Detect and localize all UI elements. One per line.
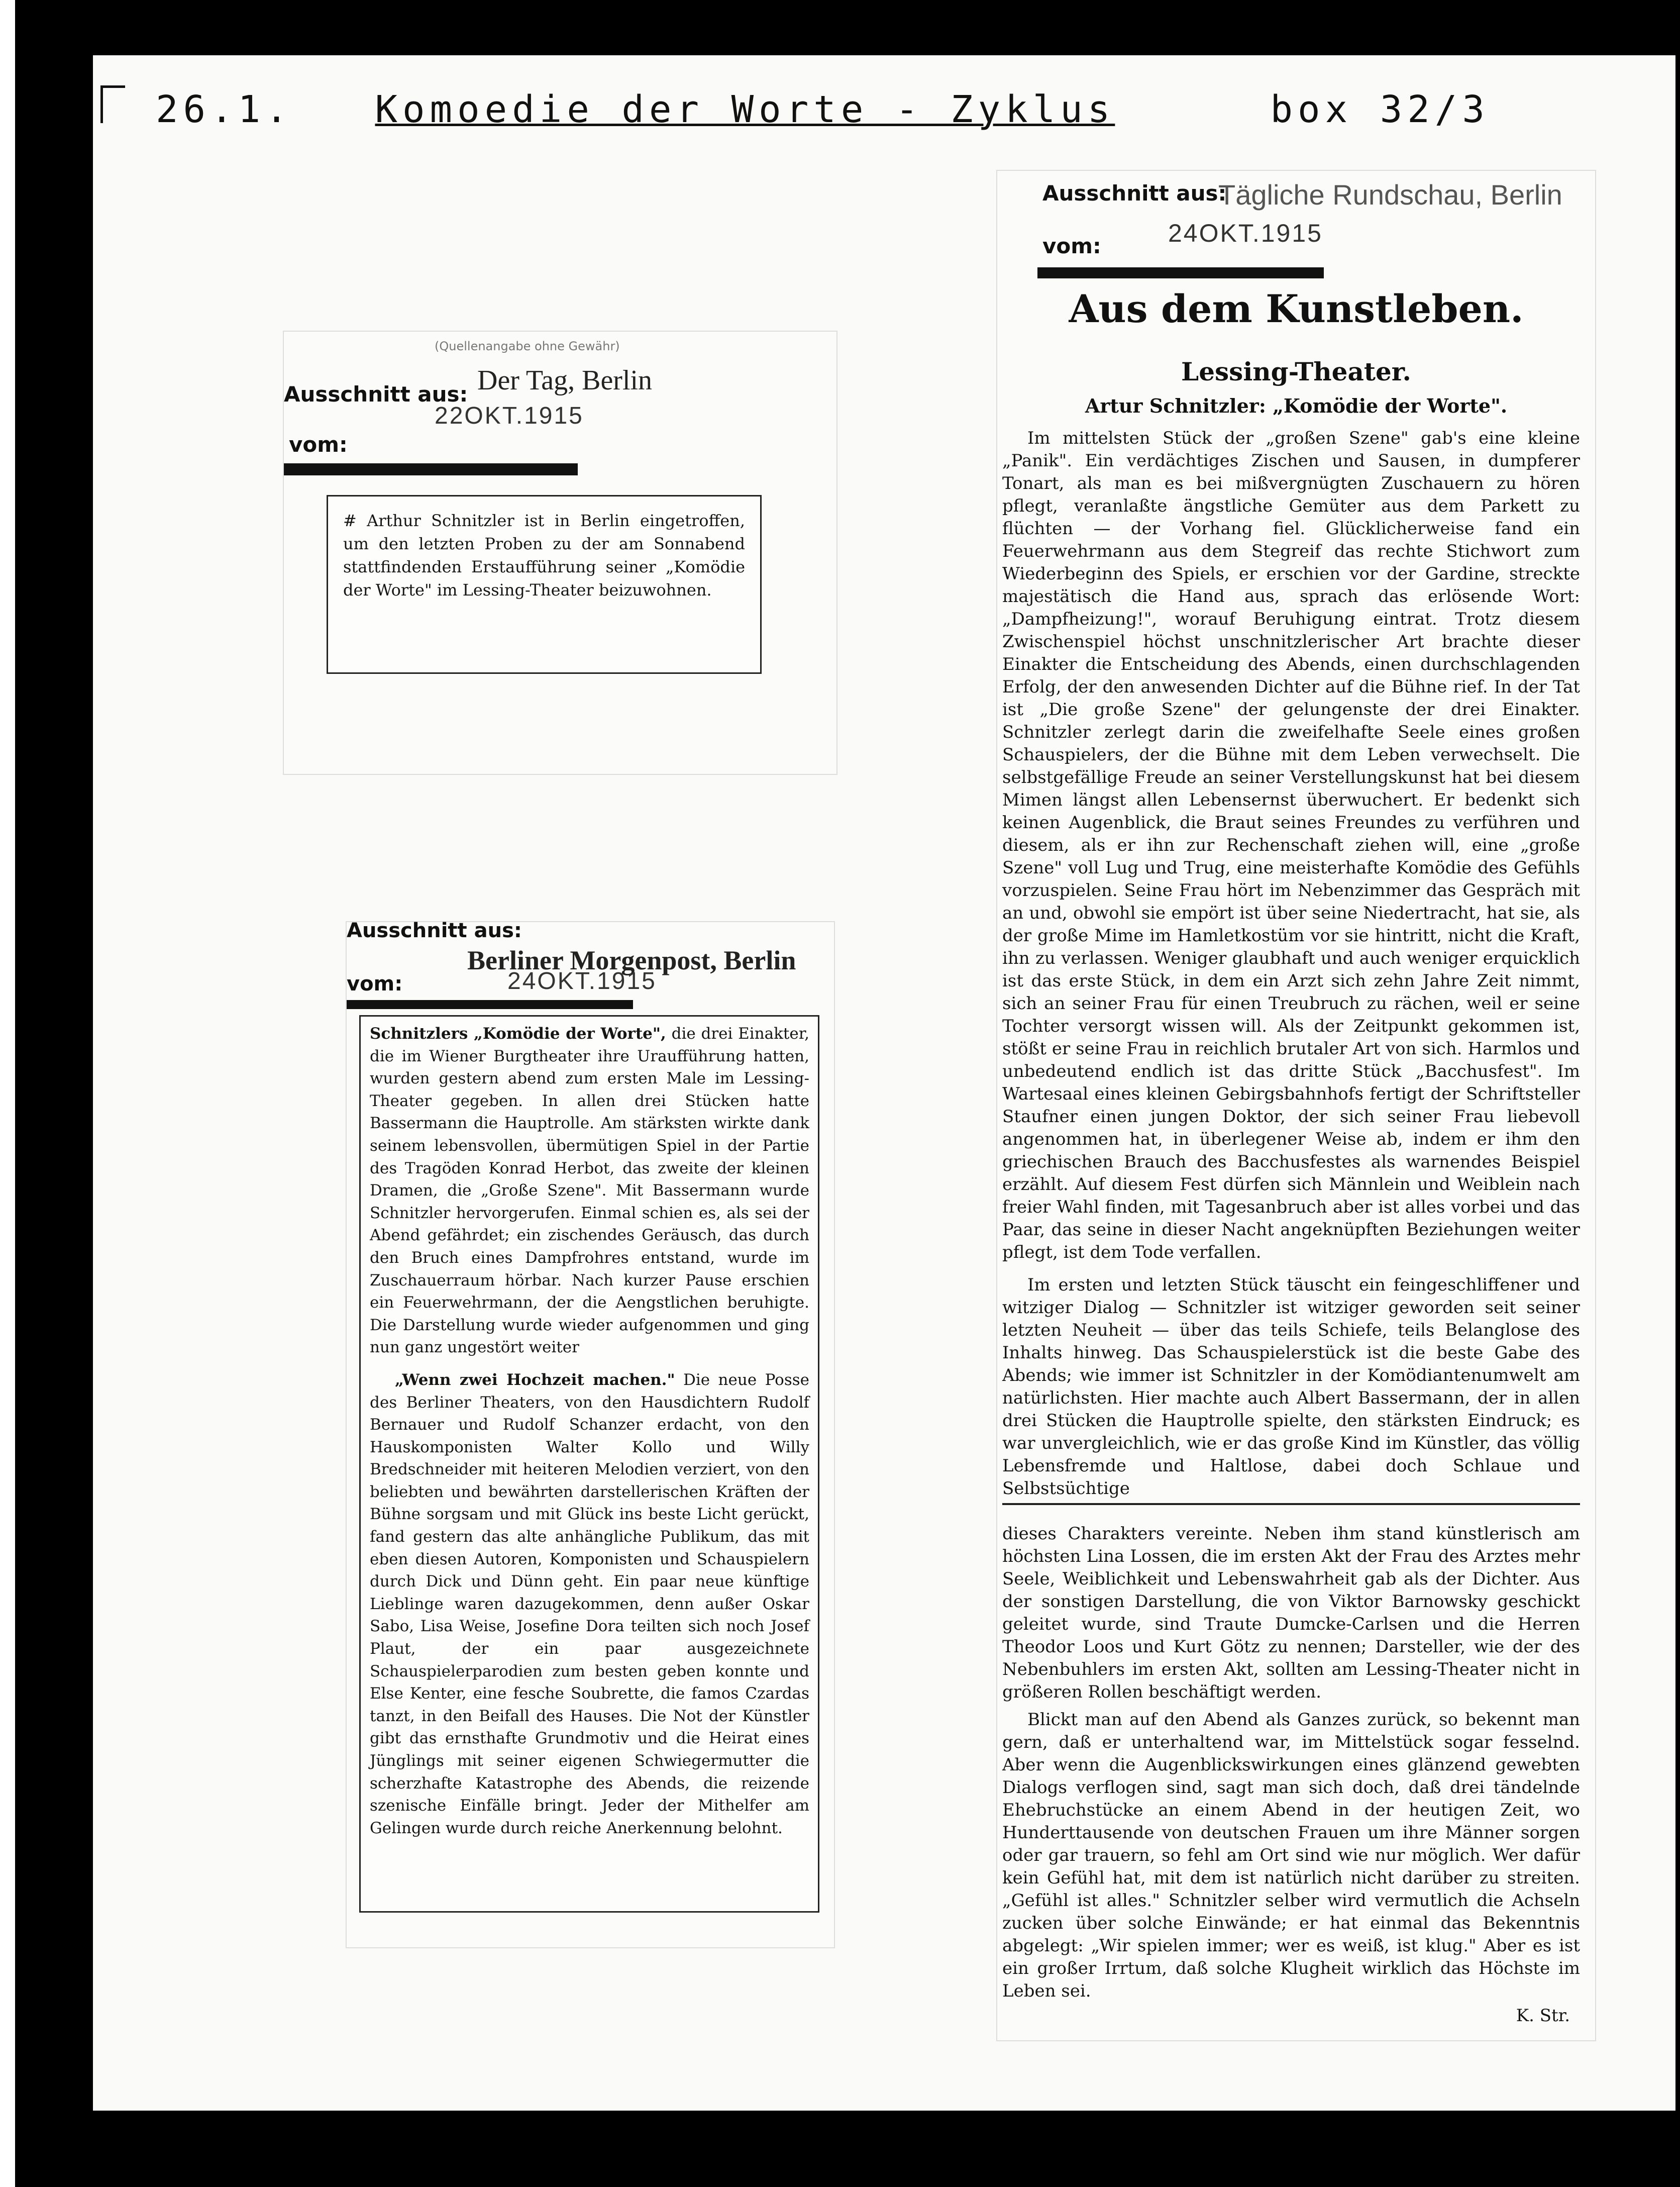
source-stamp: Tägliche Rundschau, Berlin [1218,179,1562,211]
paragraph-2: Die neue Posse des Berliner Theaters, von den Hausdichtern Rudolf Bernauer und Rudolf Schanzer erdacht, von den Hauskomponisten Walter Kollo und Willy Bredschneider mit heiteren Melodien verziert, von den beliebten und bewährten darstellerischen Kräften der Bühne sorgsam und mit Glück ins beste Licht gerückt, fand gestern das alte anhängliche Publikum, das mit eben diesen Autoren, Komponisten und Schauspielern durch Dick und Dünn geht. Ein paar neue künftige Lieblinge waren dazugekommen, denn außer Oskar Sabo, Lisa Weise, Josefine Dora teilten sich noch Josef Plaut, der ein paar ausgezeichnete Schauspielerparodien zum besten geben konnte und Else Kenter, eine fesche Soubrette, die famos Czardas tanzt, in den Beifall des Hauses. Die Not der Künstler gibt das ernsthafte Grundmotiv und die Heirat eines Jünglings mit seiner eigenen Schwiegermutter die scherzhafte Katastrophe des Abends, die reizende szenische Einfälle bringt. Jeder der Mithelfer am Gelingen wurde durch reiche Anerkennung belohnt. [370,1370,809,1837]
date-stamp: 22OKT.1915 [435,403,584,429]
clipping-morgenpost [347,919,834,1947]
date-stamp: 24OKT.1915 [1168,219,1323,247]
folder-header [156,88,1490,131]
source-note: (Quellenangabe ohne Gewähr) [435,339,620,353]
byline: Artur Schnitzler: „Komödie der Worte". [1085,394,1508,417]
article-box [327,495,762,674]
article-text: # Arthur Schnitzler ist in Berlin eingetroffen, um den letzten Proben zu der am Sonnabend stattfindenden Erstaufführung seiner „Komödie der Worte" im Lessing-Theater beizuwohnen. [343,511,745,600]
article-text-upper [1002,427,1580,1505]
headline: Aus dem Kunstleben. [1069,286,1524,331]
corner-mark [100,85,125,123]
underline-bar [347,1000,633,1009]
clipping-der-tag [284,332,836,774]
paragraph-1: die drei Einakter, die im Wiener Burgtheater ihre Uraufführung hatten, wurden gestern abend zum ersten Male im Lessing-Theater gegeben. In allen drei Stücken hatte Bassermann die Hauptrolle. Am stärksten wirkte dank seinem lebensvollen, übermütigen Spiel in der Partie des Tragöden Konrad Herbot, das zweite der kleinen Dramen, die „Große Szene". Mit Bassermann wurde Schnitzler hervorgerufen. Einmal schien es, als sei der Abend gefährdet; ein zischendes Geräusch, das durch den Bruch eines Dampfrohres entstand, wurde im Zuschauerraum hörbar. Nach kurzer Pause erschien ein Feuerwehrmann, der die Aengstlichen beruhigte. Die Darstellung wurde wieder aufgenommen und ging nun ganz ungestört weiter [370,1025,809,1357]
scan-edge [0,0,15,2187]
underline-bar [1037,267,1324,278]
underline-bar [284,463,578,475]
clipping-rundschau [997,171,1595,2040]
article-heading-2: „Wenn zwei Hochzeit machen." [395,1370,675,1389]
article-text-lower [1002,1523,1580,2027]
source-stamp: Berliner Morgenpost, Berlin [467,945,796,975]
article-text [370,1023,809,1839]
label-vom: vom: [289,432,348,457]
label-vom: vom: [1042,234,1101,258]
label-ausschnitt: Ausschnitt aus: [284,382,468,407]
article-box [359,1015,819,1913]
label-ausschnitt: Ausschnitt aus: [347,919,522,942]
folder-number: 26.1. [156,88,293,131]
box-number: box 32/3 [1270,88,1490,131]
date-stamp: 24OKT.1915 [507,968,657,995]
paragraph-1: Im mittelsten Stück der „großen Szene" gab's eine kleine „Panik". Ein verdächtiges Zischen und Sausen, in dumpferer Tonart, als man es bei mißvergnügten Zuschauern zu hören pflegt, veranlaßte ängstliche Gemüter aus dem Parkett zu flüchten — der Vorhang fiel. Glücklicherweise fand ein Feuerwehrmann aus dem Stegreif das rechte Stichwort zum Wiederbeginn des Spiels, er erschien vor der Gardine, streckte majestätisch die Hand aus, sprach das erlösende Wort: „Dampfheizung!", worauf Beruhigung eintrat. Trotz diesem Zwischenspiel höchst unschnitzlerischer Art brachte dieser Einakter die Entscheidung des Abends, einen durchschlagenden Erfolg, der den anwesenden Dichter auf die Bühne rief. In der Tat ist „Die große Szene" der gelungenste der drei Einakter. Schnitzler zerlegt darin die zweifelhafte Seele eines großen Schauspielers, der die Bühne mit dem Leben verwechselt. Die selbstgefällige Freude an seiner Verstellungskunst hat bei diesem Mimen längst allen Lebensernst überwuchert. Er bedenkt sich keinen Augenblick, die Braut seines Freundes zu verführen und diesem, als er ihn zur Rechenschaft ziehen will, eine „große Szene" voll Lug und Trug, eine meisterhafte Komödie des Gefühls vorzuspielen. Seine Frau hört im Nebenzimmer das Gespräch mit an und, obwohl sie empört ist über seine Niedertracht, hat sie, als der große Mime im Hamletkostüm vor sie hintritt, nicht die Kraft, ihn zu verlassen. Weniger glaubhaft und auch weniger erquicklich ist das erste Stück, in dem ein Arzt sich zehn Jahre Zeit nimmt, sich an seiner Frau für einen Treubruch zu rächen, weil er seine Tochter versorgt wissen will. Als der Zeitpunkt gekommen ist, stößt er seine Frau in reichlich brutaler Art von sich. Harmlos und unbedeutend endlich ist das dritte Stück „Bacchusfest". Im Wartesaal eines kleinen Gebirgsbahnhofs fertigt der Schriftsteller Staufner einen jungen Doktor, der sich seiner Frau liebevoll angenommen hat, in überlegener Weise ab, indem er ihm den griechischen Brauch des Bacchusfestes als warnendes Beispiel erzählt. Auf diesem Fest dürfen sich Männlein und Weiblein nach freier Wahl finden, mit Tagesanbruch aber ist alles vorbei und das Paar, das seine in dieser Nacht angeknüpften Beziehungen weiter pflegt, ist dem Tode verfallen. [1002,428,1580,1262]
paragraph-2: Im ersten und letzten Stück täuscht ein feingeschliffener und witziger Dialog — Schnitzler ist witziger geworden seit seiner letzten Neuheit — über das teils Schiefe, teils Belanglose des Inhalts hinweg. Das Schauspielerstück ist die beste Gabe des Abends; wie immer ist Schnitzler in der Komödiantenumwelt am natürlichsten. Hier machte auch Albert Bassermann, der in allen drei Stücken die Hauptrolle spielte, den stärksten Eindruck; es war unvergleichlich, wie er das große Kind im Künstler, das völlig Lebensfremde und Haltlose, dabei doch Schlaue und Selbstsüchtige [1002,1275,1580,1499]
subheadline: Lessing-Theater. [1181,357,1411,386]
source-stamp: Der Tag, Berlin [477,365,653,396]
paragraph-4: Blickt man auf den Abend als Ganzes zurück, so bekennt man gern, daß er unterhaltend war, im Mittelstück sogar fesselnd. Aber wenn die Augenblickswirkungen eines glänzend gewebten Dialogs verflogen sind, sagt man sich doch, daß drei tändelnde Ehebruchstücke an einem Abend in der heutigen Zeit, wo Hunderttausende von deutschen Frauen um ihre Männer sorgen oder gar trauern, so fehl am Ort sind wie nur möglich. Wer dafür kein Gefühl hat, mit dem ist natürlich nicht darüber zu streiten. „Gefühl ist alles." Schnitzler selber wird vermutlich die Achseln zucken über solche Einwände; er hat einmal das Bekenntnis abgelegt: „Wir spielen immer; wer es weiß, ist klug." Aber es ist ein großer Irrtum, daß solche Klugheit wirklich das Höchste im Leben sei. [1002,1710,1580,2001]
article-heading: Schnitzlers „Komödie der Worte", [370,1025,666,1043]
paragraph-3: dieses Charakters vereinte. Neben ihm stand künstlerisch am höchsten Lina Lossen, die im ersten Akt der Frau des Arztes mehr Seele, Weiblichkeit und Lebenswahrheit gab als der Dichter. Aus der sonstigen Darstellung, die von Viktor Barnowsky geschickt geleitet wurde, sind Traute Dumcke-Carlsen und die Herren Theodor Loos und Kurt Götz zu nennen; Darsteller, wie der des Nebenbuhlers im ersten Akt, sollten am Lessing-Theater nicht in größeren Rollen beschäftigt werden. [1002,1524,1580,1702]
signature: K. Str. [1516,2006,1570,2026]
folder-title: Komoedie der Worte - Zyklus [375,88,1115,131]
label-ausschnitt: Ausschnitt aus: [1042,181,1227,206]
label-vom: vom: [347,972,403,996]
